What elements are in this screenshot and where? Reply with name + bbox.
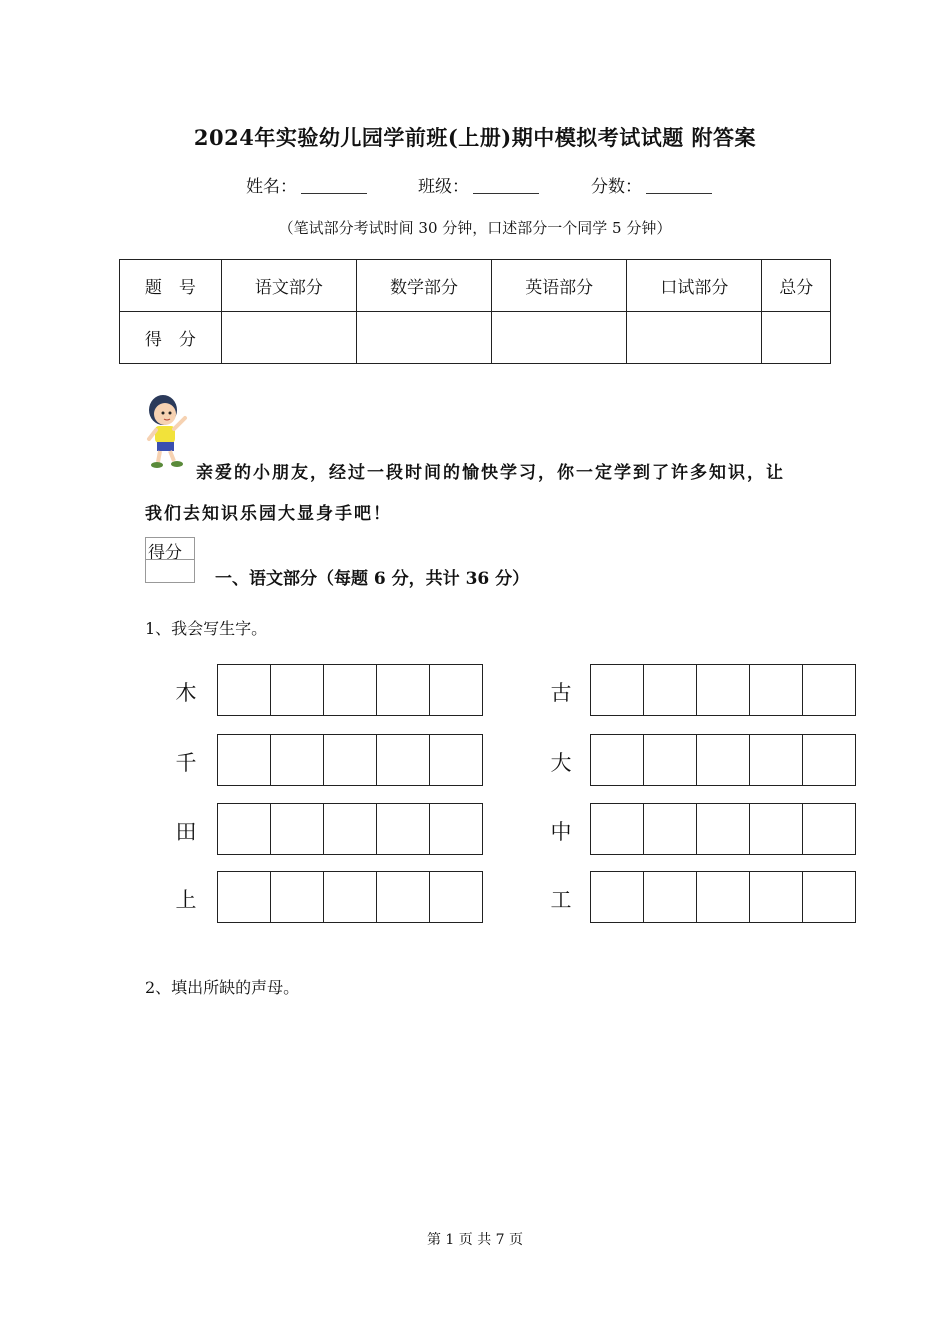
table-header-cell: 总分 [762, 260, 831, 312]
writing-cell[interactable] [803, 735, 855, 785]
score-entry-cell[interactable] [627, 312, 762, 364]
writing-cell[interactable] [324, 872, 377, 922]
practice-character: 千 [175, 751, 197, 775]
score-entry-cell[interactable] [492, 312, 627, 364]
writing-grid[interactable] [217, 664, 483, 716]
table-header-cell: 题 号 [120, 260, 222, 312]
writing-cell[interactable] [271, 872, 324, 922]
practice-character: 上 [175, 888, 197, 912]
name-field[interactable] [246, 172, 367, 197]
writing-cell[interactable] [750, 804, 803, 854]
question-2: 2、填出所缺的声母。 [145, 978, 300, 997]
name-blank[interactable] [301, 177, 367, 194]
class-field[interactable] [418, 172, 539, 197]
score-entry-cell[interactable] [221, 312, 356, 364]
writing-cell[interactable] [271, 804, 324, 854]
writing-cell[interactable] [803, 665, 855, 715]
score-entry-cell[interactable] [762, 312, 831, 364]
writing-cell[interactable] [750, 665, 803, 715]
intro-text-line-2: 我们去知识乐园大显身手吧！ [145, 504, 392, 524]
score-table [119, 259, 831, 364]
exam-time-note: （笔试部分考试时间 30 分钟，口述部分一个同学 5 分钟） [278, 219, 672, 237]
writing-cell[interactable] [750, 735, 803, 785]
score-blank[interactable] [646, 177, 712, 194]
writing-cell[interactable] [271, 665, 324, 715]
writing-cell[interactable] [644, 804, 697, 854]
writing-cell[interactable] [218, 804, 271, 854]
section-score-label: 得分 [148, 543, 182, 563]
cartoon-boy-illustration [143, 390, 193, 470]
writing-cell[interactable] [644, 665, 697, 715]
writing-cell[interactable] [697, 872, 750, 922]
score-table-score-row [120, 312, 831, 364]
table-header-cell: 英语部分 [492, 260, 627, 312]
writing-grid[interactable] [217, 871, 483, 923]
writing-cell[interactable] [697, 735, 750, 785]
section-score-box[interactable] [145, 537, 195, 583]
writing-cell[interactable] [218, 872, 271, 922]
writing-cell[interactable] [324, 804, 377, 854]
writing-cell[interactable] [697, 665, 750, 715]
score-field[interactable] [591, 172, 712, 197]
intro-text-line-1: 亲爱的小朋友，经过一段时间的愉快学习，你一定学到了许多知识，让 [196, 463, 785, 483]
writing-grid[interactable] [217, 803, 483, 855]
practice-character: 大 [550, 751, 572, 775]
writing-cell[interactable] [803, 872, 855, 922]
practice-character: 中 [550, 820, 572, 844]
table-header-cell: 语文部分 [221, 260, 356, 312]
writing-cell[interactable] [430, 665, 482, 715]
writing-cell[interactable] [591, 872, 644, 922]
writing-cell[interactable] [430, 872, 482, 922]
table-header-cell: 口试部分 [627, 260, 762, 312]
divider [146, 559, 194, 560]
name-label: 姓名： [246, 177, 297, 197]
writing-cell[interactable] [324, 665, 377, 715]
writing-cell[interactable] [377, 665, 430, 715]
writing-cell[interactable] [430, 735, 482, 785]
writing-cell[interactable] [430, 804, 482, 854]
writing-cell[interactable] [377, 872, 430, 922]
writing-grid[interactable] [590, 871, 856, 923]
score-label: 分数： [591, 177, 642, 197]
writing-cell[interactable] [644, 735, 697, 785]
writing-cell[interactable] [271, 735, 324, 785]
table-header-cell: 数学部分 [356, 260, 491, 312]
practice-character: 古 [550, 681, 572, 705]
practice-character: 田 [175, 820, 197, 844]
writing-cell[interactable] [591, 804, 644, 854]
question-1: 1、我会写生字。 [145, 619, 268, 638]
score-table-header-row [120, 260, 831, 312]
writing-cell[interactable] [377, 735, 430, 785]
writing-cell[interactable] [324, 735, 377, 785]
writing-cell[interactable] [803, 804, 855, 854]
page-footer: 第 1 页 共 7 页 [426, 1232, 524, 1248]
practice-character: 工 [550, 888, 572, 912]
table-row-label: 得 分 [120, 312, 222, 364]
score-entry-cell[interactable] [356, 312, 491, 364]
writing-cell[interactable] [218, 665, 271, 715]
practice-character: 木 [175, 681, 197, 705]
writing-cell[interactable] [644, 872, 697, 922]
writing-cell[interactable] [697, 804, 750, 854]
writing-grid[interactable] [590, 803, 856, 855]
writing-grid[interactable] [590, 664, 856, 716]
writing-cell[interactable] [750, 872, 803, 922]
section-heading-chinese: 一、语文部分（每题 6 分，共计 36 分） [215, 569, 530, 589]
writing-grid[interactable] [217, 734, 483, 786]
writing-grid[interactable] [590, 734, 856, 786]
writing-cell[interactable] [377, 804, 430, 854]
writing-cell[interactable] [218, 735, 271, 785]
class-blank[interactable] [473, 177, 539, 194]
page-title: 2024年实验幼儿园学前班(上册)期中模拟考试试题 附答案 [193, 125, 757, 150]
writing-cell[interactable] [591, 665, 644, 715]
writing-cell[interactable] [591, 735, 644, 785]
class-label: 班级： [418, 177, 469, 197]
